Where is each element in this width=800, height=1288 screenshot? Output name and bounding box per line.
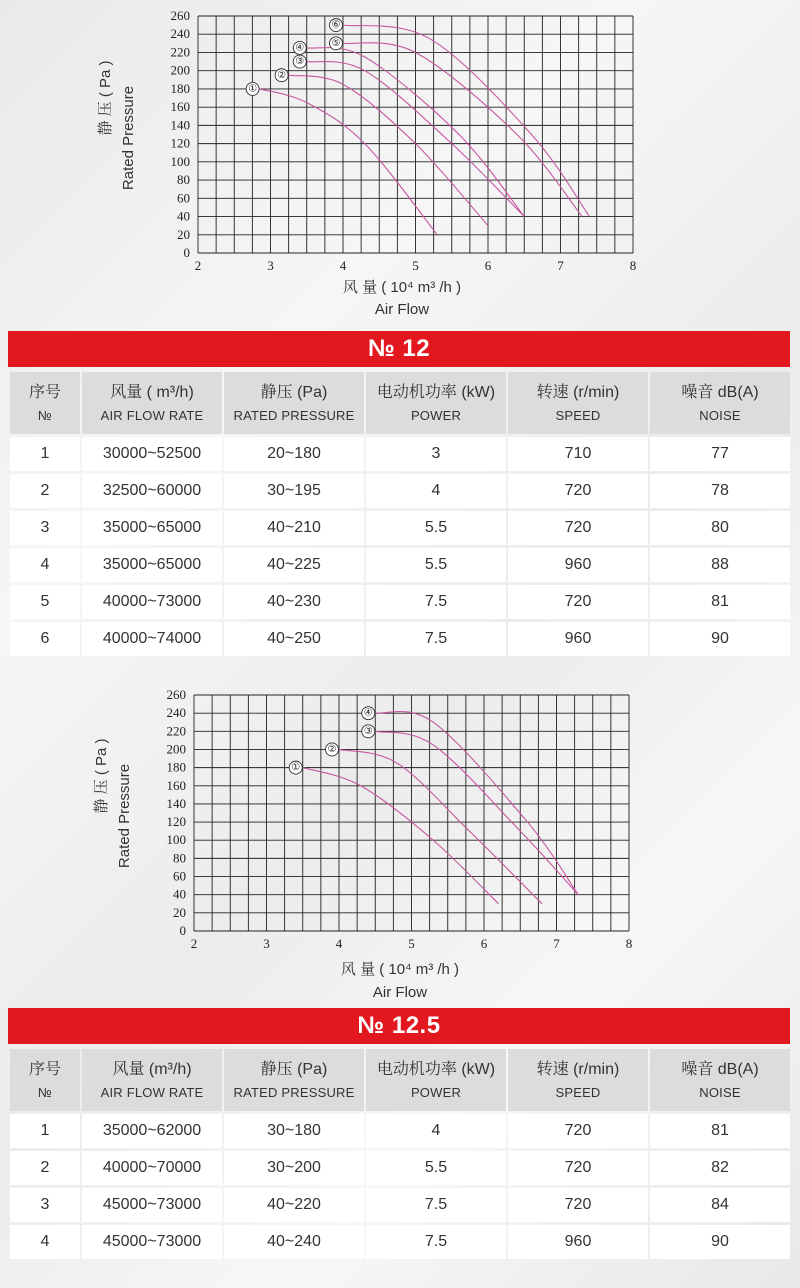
header-pressure: 静压 (Pa) RATED PRESSURE	[224, 372, 364, 434]
y-tick-label: 220	[166, 723, 186, 739]
chart-grid	[198, 16, 633, 253]
table-row	[10, 511, 790, 545]
spec-table-2	[8, 1046, 792, 1262]
table-row	[10, 1188, 790, 1222]
y-axis-label-cn: 静 压 ( Pa )	[93, 738, 110, 814]
table-cell: 5.5	[366, 511, 506, 545]
table-cell: 78	[650, 474, 790, 508]
series-line	[375, 731, 578, 894]
table-cell: 720	[508, 1151, 648, 1185]
table-cell: 90	[650, 1225, 790, 1259]
series-marker-label	[289, 761, 302, 774]
table-cell: 4	[10, 1225, 80, 1259]
x-tick-label: 8	[629, 258, 637, 273]
table-cell: 6	[10, 622, 80, 656]
table-cell: 40~220	[224, 1188, 364, 1222]
y-tick-label: 160	[166, 777, 186, 793]
y-tick-label: 240	[166, 705, 186, 721]
header-no: 序号 №	[10, 372, 80, 434]
series-marker-label	[362, 725, 375, 738]
table-row	[10, 1114, 790, 1148]
table-row	[10, 474, 790, 508]
table-cell: 4	[10, 548, 80, 582]
table-row	[10, 548, 790, 582]
series-marker-label	[293, 55, 306, 68]
chart-1-svg	[0, 0, 800, 330]
model-title-2: № 12.5	[357, 1012, 441, 1039]
series-marker-label	[330, 37, 343, 50]
series-marker-label	[330, 19, 343, 32]
spec-table-2-header	[10, 1049, 790, 1111]
series-label: ②	[277, 69, 287, 81]
y-tick-label: 180	[166, 759, 186, 775]
series-line	[339, 749, 542, 903]
y-tick-label: 160	[170, 99, 190, 115]
table-cell: 4	[366, 474, 506, 508]
table-cell: 720	[508, 1114, 648, 1148]
table-cell: 720	[508, 474, 648, 508]
table-cell: 7.5	[366, 1188, 506, 1222]
table-cell: 40000~74000	[82, 622, 222, 656]
series-label: ④	[295, 42, 305, 54]
series-marker-label	[293, 41, 306, 54]
table-cell: 35000~62000	[82, 1114, 222, 1148]
y-tick-label: 140	[170, 117, 190, 133]
y-tick-label: 100	[166, 832, 186, 848]
y-tick-label: 40	[177, 208, 190, 224]
y-tick-label: 180	[170, 80, 190, 96]
y-axis-label-group	[93, 738, 133, 868]
table-cell: 40~240	[224, 1225, 364, 1259]
table-cell: 77	[650, 437, 790, 471]
table-cell: 80	[650, 511, 790, 545]
x-axis-label-en: Air Flow	[372, 984, 428, 1001]
table-cell: 960	[508, 548, 648, 582]
series-marker-label	[362, 707, 375, 720]
chart-grid	[194, 695, 629, 931]
table-cell: 2	[10, 474, 80, 508]
table-cell: 20~180	[224, 437, 364, 471]
header-noise: 噪音 dB(A) NOISE	[650, 372, 790, 434]
header-no: 序号 №	[10, 1049, 80, 1111]
y-tick-label: 20	[177, 226, 190, 242]
table-cell: 35000~65000	[82, 548, 222, 582]
x-tick-label: 2	[190, 936, 198, 951]
header-speed: 转速 (r/min) SPEED	[508, 1049, 648, 1111]
table-cell: 88	[650, 548, 790, 582]
y-tick-label: 240	[170, 26, 190, 42]
model-title-1: № 12	[367, 335, 431, 362]
x-tick-label: 3	[263, 936, 270, 951]
series-label: ①	[291, 762, 301, 774]
header-air-flow: 风量 ( m³/h) AIR FLOW RATE	[82, 372, 222, 434]
table-cell: 5.5	[366, 1151, 506, 1185]
y-tick-label: 220	[170, 44, 190, 60]
table-row	[10, 622, 790, 656]
y-tick-label: 20	[173, 904, 186, 920]
x-axis-label-en: Air Flow	[374, 301, 430, 318]
table-cell: 5.5	[366, 548, 506, 582]
y-tick-label: 120	[166, 814, 186, 830]
y-tick-label: 200	[170, 62, 190, 78]
table-cell: 40~250	[224, 622, 364, 656]
y-tick-label: 100	[170, 153, 190, 169]
series-marker-label	[275, 69, 288, 82]
table-cell: 40~225	[224, 548, 364, 582]
x-tick-label: 4	[339, 258, 347, 273]
table-row	[10, 1151, 790, 1185]
table-cell: 7.5	[366, 1225, 506, 1259]
chart-2	[0, 678, 800, 1010]
y-tick-label: 140	[166, 795, 186, 811]
table-cell: 40000~73000	[82, 585, 222, 619]
table-cell: 2	[10, 1151, 80, 1185]
table-cell: 84	[650, 1188, 790, 1222]
header-noise: 噪音 dB(A) NOISE	[650, 1049, 790, 1111]
series-line	[375, 711, 578, 894]
table-cell: 40000~70000	[82, 1151, 222, 1185]
table-cell: 3	[10, 511, 80, 545]
y-tick-label: 60	[173, 868, 186, 884]
x-tick-label: 6	[480, 936, 488, 951]
header-air-flow: 风量 (m³/h) AIR FLOW RATE	[82, 1049, 222, 1111]
table-cell: 7.5	[366, 622, 506, 656]
spec-table-1-header	[10, 372, 790, 434]
y-tick-label: 60	[177, 190, 190, 206]
y-axis-label-en: Rated Pressure	[116, 763, 133, 869]
x-tick-label: 3	[267, 258, 274, 273]
series-label: ⑤	[331, 37, 341, 49]
series-marker-label	[246, 82, 259, 95]
y-tick-label: 200	[166, 741, 186, 757]
series-label: ⑥	[331, 19, 341, 31]
y-tick-label: 40	[173, 886, 186, 902]
spec-table-1	[8, 369, 792, 659]
series-line	[343, 25, 590, 216]
table-cell: 81	[650, 1114, 790, 1148]
y-tick-label: 80	[177, 172, 190, 188]
y-tick-label: 120	[170, 135, 190, 151]
x-tick-label: 2	[194, 258, 202, 273]
series-line	[303, 768, 499, 904]
chart-2-svg	[0, 678, 800, 1010]
table-cell: 710	[508, 437, 648, 471]
x-tick-label: 6	[484, 258, 492, 273]
table-row	[10, 437, 790, 471]
table-cell: 40~230	[224, 585, 364, 619]
table-cell: 720	[508, 585, 648, 619]
x-axis-label-cn: 风 量 ( 10⁴ m³ /h )	[342, 279, 462, 296]
y-tick-label: 0	[183, 245, 190, 260]
x-tick-label: 7	[553, 936, 560, 951]
header-power: 电动机功率 (kW) POWER	[366, 1049, 506, 1111]
table-cell: 45000~73000	[82, 1225, 222, 1259]
table-cell: 960	[508, 622, 648, 656]
series-label: ④	[363, 707, 373, 719]
table-cell: 7.5	[366, 585, 506, 619]
series-marker-label	[326, 743, 339, 756]
table-cell: 3	[10, 1188, 80, 1222]
y-tick-label: 0	[179, 923, 186, 938]
header-power: 电动机功率 (kW) POWER	[366, 372, 506, 434]
x-tick-label: 8	[625, 936, 633, 951]
table-cell: 4	[366, 1114, 506, 1148]
table-cell: 32500~60000	[82, 474, 222, 508]
y-tick-label: 260	[170, 8, 190, 23]
table-row	[10, 1225, 790, 1259]
x-axis-label-cn: 风 量 ( 10⁴ m³ /h )	[340, 961, 460, 978]
model-title-band-1	[8, 331, 790, 367]
table-row	[10, 585, 790, 619]
series-label: ③	[363, 725, 373, 737]
y-axis-label-group	[97, 60, 137, 190]
table-cell: 81	[650, 585, 790, 619]
x-tick-label: 5	[412, 258, 419, 273]
x-tick-label: 7	[557, 258, 564, 273]
header-speed: 转速 (r/min) SPEED	[508, 372, 648, 434]
table-cell: 30~180	[224, 1114, 364, 1148]
table-cell: 720	[508, 1188, 648, 1222]
series-label: ②	[327, 743, 337, 755]
table-cell: 40~210	[224, 511, 364, 545]
y-tick-label: 80	[173, 850, 186, 866]
series-line	[289, 75, 488, 225]
x-tick-label: 5	[408, 936, 415, 951]
y-axis-label-en: Rated Pressure	[120, 85, 137, 191]
table-cell: 960	[508, 1225, 648, 1259]
table-cell: 30~195	[224, 474, 364, 508]
series-label: ①	[248, 83, 258, 95]
table-cell: 35000~65000	[82, 511, 222, 545]
table-cell: 30~200	[224, 1151, 364, 1185]
x-tick-label: 4	[335, 936, 343, 951]
table-cell: 90	[650, 622, 790, 656]
chart-1	[0, 0, 800, 330]
series-label: ③	[295, 56, 305, 68]
table-cell: 1	[10, 1114, 80, 1148]
model-title-band-2	[8, 1008, 790, 1044]
table-cell: 5	[10, 585, 80, 619]
table-cell: 45000~73000	[82, 1188, 222, 1222]
y-axis-label-cn: 静 压 ( Pa )	[97, 60, 114, 136]
spec-table-1-body	[10, 437, 790, 656]
table-cell: 720	[508, 511, 648, 545]
table-cell: 1	[10, 437, 80, 471]
table-cell: 30000~52500	[82, 437, 222, 471]
table-cell: 3	[366, 437, 506, 471]
header-pressure: 静压 (Pa) RATED PRESSURE	[224, 1049, 364, 1111]
table-cell: 82	[650, 1151, 790, 1185]
spec-table-2-body	[10, 1114, 790, 1259]
y-tick-label: 260	[166, 687, 186, 702]
